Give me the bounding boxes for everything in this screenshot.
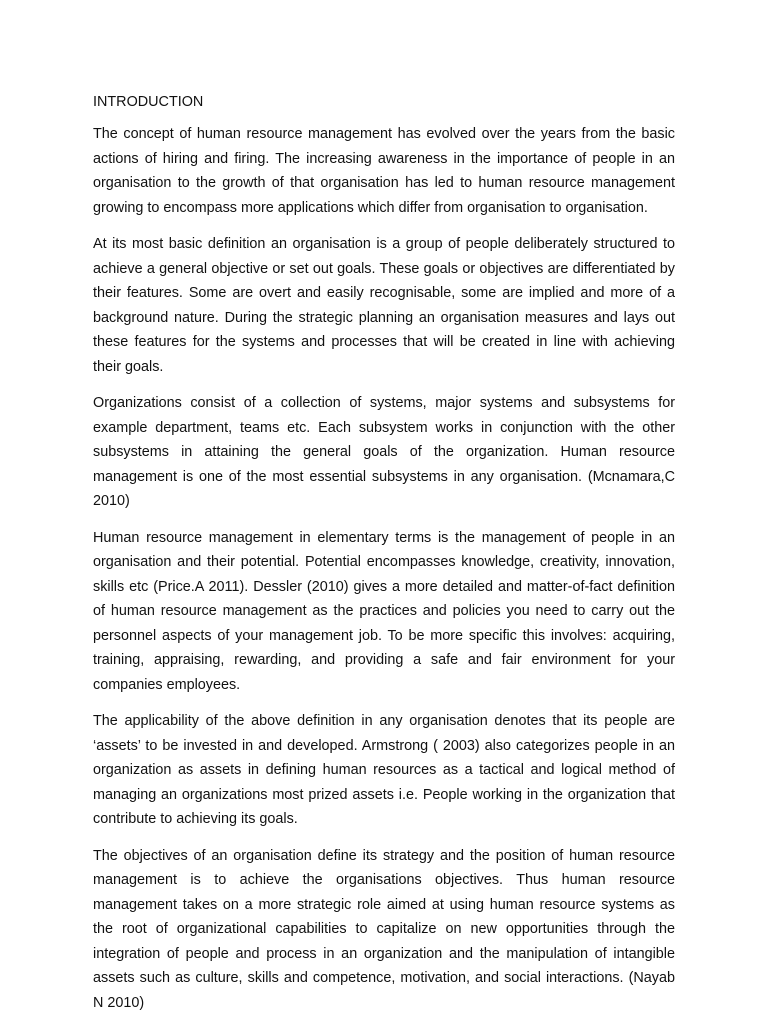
paragraph-1: The concept of human resource management has evolved over the years from the basic actions of hiring and firing. The increasing awareness in the importance of people in an organisation to the growth of that organisation has led to human resource management growing to encompass more applications which differ from organisation to organisation. [93,126,675,216]
section-heading: INTRODUCTION [93,94,204,110]
paragraph-6: The objectives of an organisation define its strategy and the position of human resource management is to achieve the organisations objectives. Thus human resource management takes on a more strategic role aimed at using human resource systems as the root of organizational capabilities to capitalize on new opportunities through the integration of people and process in an organization and the manipulation of intangible assets such as culture, skills and competence, motivation, and social interactions. (Nayab N 2010) [93,847,675,1011]
document-page [93,90,675,1027]
paragraph-4: Human resource management in elementary terms is the management of people in an organisation and their potential. Potential encompasses knowledge, creativity, innovation, skills etc (Price.A 2011). Dessler (2010) gives a more detailed and matter-of-fact definition of human resource management as the practices and policies you need to carry out the personnel aspects of your management job. To be more specific this involves: acquiring, training, appraising, rewarding, and providing a safe and fair environment for your companies employees. [93,529,675,693]
paragraph-3: Organizations consist of a collection of systems, major systems and subsystems for example department, teams etc. Each subsystem works in conjunction with the other subsystems in attaining the general goals of the organization. Human resource management is one of the most essential subsystems in any organisation. (Mcnamara,C 2010) [93,395,675,509]
paragraph-5: The applicability of the above definition in any organisation denotes that its people are ‘assets’ to be invested in and developed. Armstrong ( 2003) also categorizes people in an organization as assets in defining human resources as a tactical and logical method of managing an organizations most prized assets i.e. People working in the organization that contribute to achieving its goals. [93,713,675,827]
paragraph-2: At its most basic definition an organisation is a group of people deliberately structured to achieve a general objective or set out goals. These goals or objectives are differentiated by their features. Some are overt and easily recognisable, some are implied and more of a background nature. During the strategic planning an organisation measures and lays out these features for the systems and processes that will be created in line with achieving their goals. [93,236,675,375]
